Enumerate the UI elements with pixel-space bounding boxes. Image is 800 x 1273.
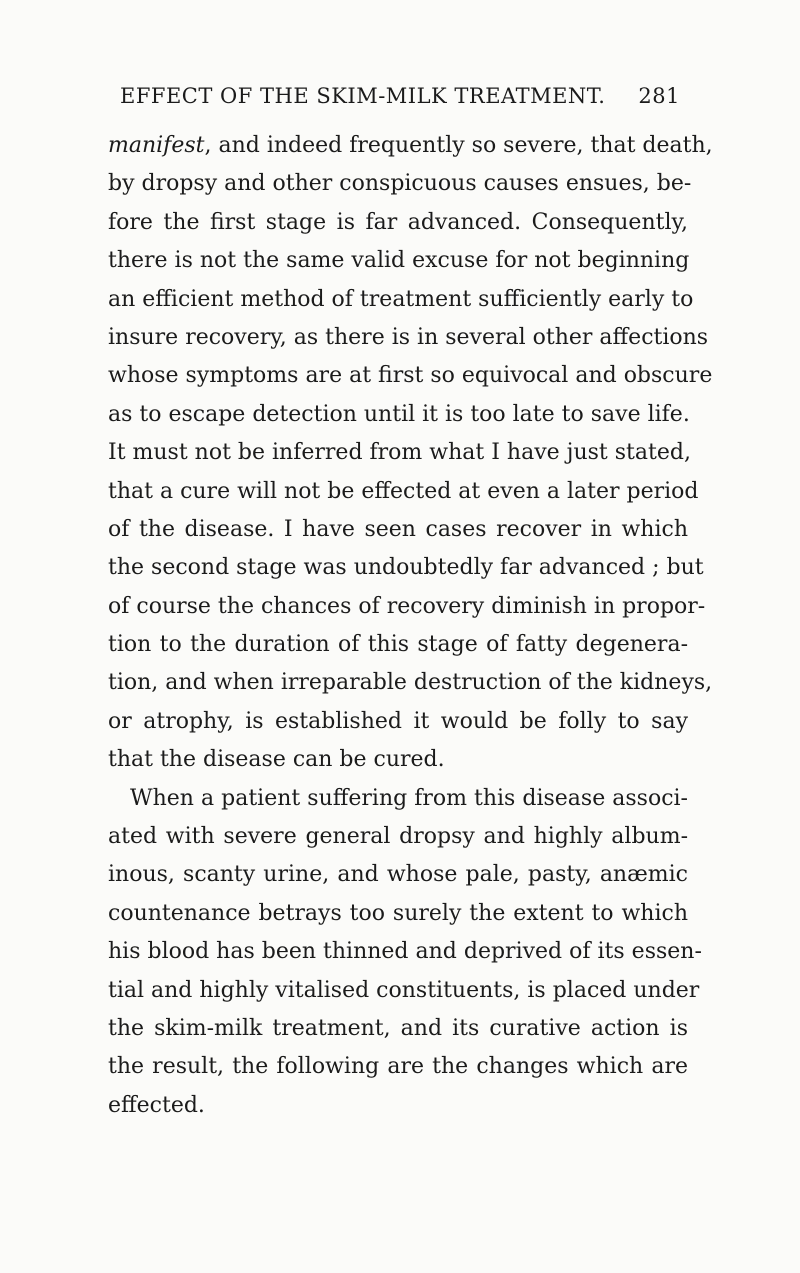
text-line: of the disease. I have seen cases recover in which — [108, 516, 688, 542]
text-line: of course the chances of recovery diminish in propor- — [108, 593, 706, 619]
text-line: When a patient suffering from this disease associ- — [130, 785, 688, 811]
page-number: 281 — [638, 84, 680, 108]
running-head — [120, 84, 680, 114]
text-line: by dropsy and other conspicuous causes ensues, be- — [108, 171, 692, 197]
text-line: tion to the duration of this stage of fatty degenera- — [108, 632, 688, 658]
text-line: inous, scanty urine, and whose pale, pasty, anæmic — [108, 862, 688, 888]
text-line: there is not the same valid excuse for not beginning — [108, 248, 690, 274]
text-line: the skim-milk treatment, and its curative action is — [108, 1015, 688, 1041]
running-title: EFFECT OF THE SKIM-MILK TREATMENT. — [120, 84, 606, 108]
text-line: effected. — [108, 1092, 205, 1118]
paragraph-1 — [108, 127, 713, 780]
text-line: insure recovery, as there is in several other affections — [108, 324, 709, 350]
text-line: fore the first stage is far advanced. Consequently, — [108, 209, 688, 235]
text-line: tial and highly vitalised constituents, is placed under — [108, 977, 700, 1003]
text-line: or atrophy, is established it would be folly to say — [108, 708, 688, 734]
text-line — [108, 127, 713, 165]
text-line: whose symptoms are at first so equivocal and obscure — [108, 363, 713, 389]
text-line: It must not be inferred from what I have just stated, — [108, 440, 691, 466]
paragraph-2 — [108, 780, 702, 1126]
italic-word: manifest — [108, 133, 205, 158]
text-line: the second stage was undoubtedly far advanced ; but — [108, 555, 704, 581]
text-line: as to escape detection until it is too late to save life. — [108, 401, 690, 427]
text-line: that the disease can be cured. — [108, 747, 445, 773]
text-line: tion, and when irreparable destruction of the kidneys, — [108, 670, 713, 696]
text-line: an efficient method of treatment sufficiently early to — [108, 286, 694, 312]
text-line: countenance betrays too surely the extent to which — [108, 900, 688, 926]
text-line: his blood has been thinned and deprived of its essen- — [108, 939, 702, 965]
text-line: the result, the following are the changes which are — [108, 1054, 688, 1080]
text-line: ated with severe general dropsy and highly album- — [108, 824, 688, 850]
text-line: that a cure will not be effected at even a later period — [108, 478, 699, 504]
text-fragment: , and indeed frequently so severe, that death, — [204, 133, 713, 158]
body-text — [108, 127, 713, 1125]
